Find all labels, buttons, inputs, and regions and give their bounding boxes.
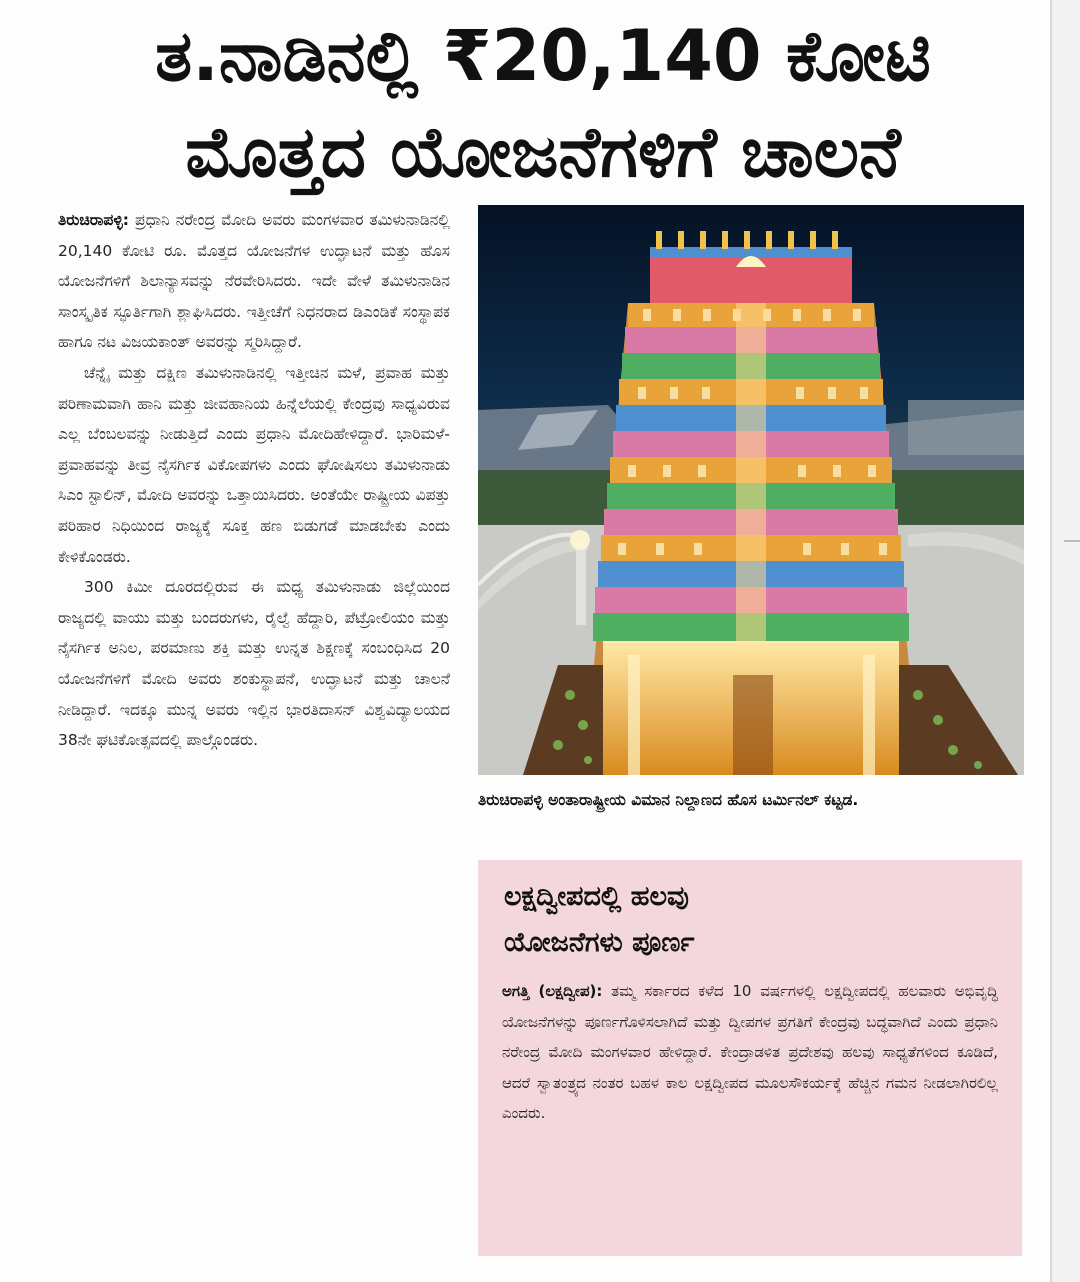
headline-line-1: ತ.ನಾಡಿನಲ್ಲಿ ₹20,140 ಕೋಟಿ: [155, 15, 931, 97]
article-paragraph-2: ಚೆನ್ನೈ ಮತ್ತು ದಕ್ಷಿಣ ತಮಿಳುನಾಡಿನಲ್ಲಿ ಇತ್ತೀಚಿನ ಮಳೆ, ಪ್ರವಾಹ ಮತ್ತು ಪರಿಣಾಮವಾಗಿ ಹಾನಿ ಮತ್ತು ಜೀವಹಾನಿಯ ಹಿನ್ನೆಲೆಯಲ್ಲಿ ಕೇಂದ್ರವು ಸಾಧ್ಯವಿರುವ ಎಲ್ಲ ಬೆಂಬಲವನ್ನು ನೀಡುತ್ತಿದೆ ಎಂದು ಪ್ರಧಾನಿ ಮೋದಿಹೇಳಿದ್ದಾರೆ. ಭಾರಿಮಳೆ-ಪ್ರವಾಹವನ್ನು ತೀವ್ರ ನೈಸರ್ಗಿಕ ವಿಕೋಪಗಳು ಎಂದು ಘೋಷಿಸಲು ತಮಿಳುನಾಡು ಸಿಎಂ ಸ್ಟಾಲಿನ್, ಮೋದಿ ಅವರನ್ನು ಒತ್ತಾಯಿಸಿದರು. ಅಂತೆಯೇ ರಾಷ್ಟ್ರೀಯ ವಿಪತ್ತು ಪರಿಹಾರ ನಿಧಿಯಿಂದ ರಾಜ್ಯಕ್ಕೆ ಸೂಕ್ತ ಹಣ ಬಿಡುಗಡೆ ಮಾಡಬೇಕು ಎಂದು ಕೇಳಿಕೊಂಡರು.: [58, 363, 450, 566]
sidebar-body: [496, 976, 1004, 1129]
sidebar-body-text: ತಮ್ಮ ಸರ್ಕಾರದ ಕಳೆದ 10 ವರ್ಷಗಳಲ್ಲಿ ಲಕ್ಷದ್ವೀಪದಲ್ಲಿ ಹಲವಾರು ಅಭಿವೃದ್ಧಿ ಯೋಜನೆಗಳನ್ನು ಪೂರ್ಣಗೊಳಿಸಲಾಗಿದೆ ಮತ್ತು ದ್ವೀಪಗಳ ಪ್ರಗತಿಗೆ ಕೇಂದ್ರವು ಬದ್ಧವಾಗಿದೆ ಎಂದು ಪ್ರಧಾನಿ ನರೇಂದ್ರ ಮೋದಿ ಮಂಗಳವಾರ ಹೇಳಿದ್ದಾರೆ. ಕೇಂದ್ರಾಡಳಿತ ಪ್ರದೇಶವು ಹಲವು ಸಾಧ್ಯತೆಗಳಿಂದ ಕೂಡಿದೆ, ಆದರೆ ಸ್ವಾತಂತ್ರ್ಯದ ನಂತರ ಬಹಳ ಕಾಲ ಲಕ್ಷದ್ವೀಪದ ಮೂಲಸೌಕರ್ಯಕ್ಕೆ ಹೆಚ್ಚಿನ ಗಮನ ನೀಡಲಾಗಿರಲಿಲ್ಲ ಎಂದರು.: [502, 982, 998, 1122]
main-headline: [48, 8, 1038, 200]
sidebar-dateline: ಅಗತ್ತಿ (ಲಕ್ಷದ್ವೀಪ):: [502, 982, 603, 1000]
article-dateline: ತಿರುಚಿರಾಪಳ್ಳಿ:: [58, 211, 129, 229]
article-paragraph-1: [58, 205, 450, 358]
sidebar-headline-line-2: ಯೋಜನೆಗಳು ಪೂರ್ಣ: [504, 927, 695, 958]
sidebar-headline-line-1: ಲಕ್ಷದ್ವೀಪದಲ್ಲಿ ಹಲವು: [504, 881, 689, 912]
article-paragraph-3: 300 ಕಿಮೀ ದೂರದಲ್ಲಿರುವ ಈ ಮಧ್ಯ ತಮಿಳುನಾಡು ಜಿಲ್ಲೆಯಿಂದ ರಾಜ್ಯದಲ್ಲಿ ವಾಯು ಮತ್ತು ಬಂದರುಗಳು, ರೈಲ್ವೆ ಹೆದ್ದಾರಿ, ಪೆಟ್ರೋಲಿಯಂ ಮತ್ತು ನೈಸರ್ಗಿಕ ಅನಿಲ, ಪರಮಾಣು ಶಕ್ತಿ ಮತ್ತು ಉನ್ನತ ಶಿಕ್ಷಣಕ್ಕೆ ಸಂಬಂಧಿಸಿದ 20 ಯೋಜನೆಗಳಿಗೆ ಮೋದಿ ಅವರು ಶಂಕುಸ್ಥಾಪನೆ, ಉದ್ಘಾಟನೆ ಮತ್ತು ಚಾಲನೆ ನೀಡಿದ್ದಾರೆ. ಇದಕ್ಕೂ ಮುನ್ನ ಅವರು ಇಲ್ಲಿನ ಭಾರತಿದಾಸನ್ ವಿಶ್ವವಿದ್ಯಾಲಯದ 38ನೇ ಘಟಿಕೋತ್ಸವದಲ್ಲಿ ಪಾಲ್ಗೊಂಡರು.: [58, 578, 450, 750]
page-edge-rule: [1064, 540, 1080, 542]
airport-terminal-photo: [478, 205, 1024, 775]
article-column: [58, 205, 450, 1270]
gopuram-illustration: [478, 205, 1024, 775]
sidebar-headline: [496, 874, 1004, 966]
headline-line-2: ಮೊತ್ತದ ಯೋಜನೆಗಳಿಗೆ ಚಾಲನೆ: [185, 111, 901, 193]
article-paragraph-1-text: ಪ್ರಧಾನಿ ನರೇಂದ್ರ ಮೋದಿ ಅವರು ಮಂಗಳವಾರ ತಮಿಳುನಾಡಿನಲ್ಲಿ 20,140 ಕೋಟಿ ರೂ. ಮೊತ್ತದ ಯೋಜನೆಗಳ ಉದ್ಘಾಟನೆ ಮತ್ತು ಹೊಸ ಯೋಜನೆಗಳಿಗೆ ಶಿಲಾನ್ಯಾಸವನ್ನು ನೆರವೇರಿಸಿದರು. ಇದೇ ವೇಳೆ ತಮಿಳುನಾಡಿನ ಸಾಂಸ್ಕೃತಿಕ ಸ್ಫೂರ್ತಿಗಾಗಿ ಶ್ಲಾಘಿಸಿದರು. ಇತ್ತೀಚೆಗೆ ನಿಧನರಾದ ಡಿಎಂಡಿಕೆ ಸಂಸ್ಥಾಪಕ ಹಾಗೂ ನಟ ವಿಜಯಕಾಂತ್ ಅವರನ್ನು ಸ್ಮರಿಸಿದ್ದಾರೆ.: [58, 211, 450, 352]
photo-caption: ತಿರುಚಿರಾಪಳ್ಳಿ ಅಂತಾರಾಷ್ಟ್ರೀಯ ವಿಮಾನ ನಿಲ್ದಾಣದ ಹೊಸ ಟರ್ಮಿನಲ್ ಕಟ್ಟಡ.: [478, 791, 859, 809]
sidebar-story-box: [478, 860, 1022, 1256]
adjacent-page-edge: [1050, 0, 1080, 1282]
